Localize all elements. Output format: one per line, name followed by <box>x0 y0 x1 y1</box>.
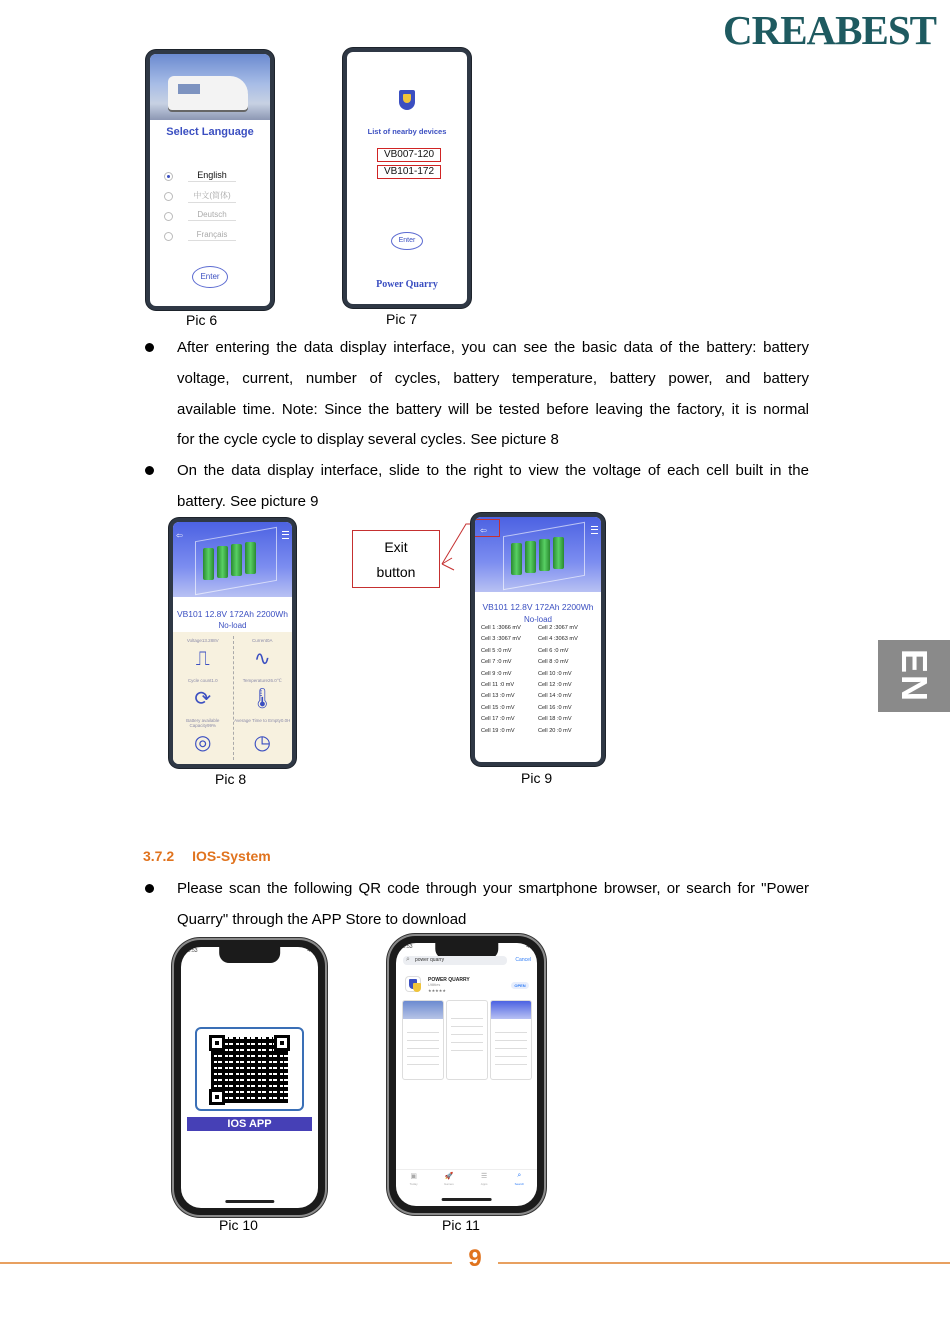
open-button[interactable]: OPEN <box>511 982 529 989</box>
select-language-title: Select Language <box>166 126 254 138</box>
pic9-phone <box>471 513 605 766</box>
cell-row: Cell 13 :0 mV Cell 14 :0 mV <box>481 693 572 700</box>
app-rating: ★★★★★ <box>428 988 446 993</box>
cancel-button[interactable]: Cancel <box>515 957 531 963</box>
load-status: No-load <box>523 615 552 624</box>
pic11-phone <box>389 936 544 1213</box>
app-name: POWER QUARRY <box>428 977 470 983</box>
app-store-search-input[interactable]: ⌕ power quarry <box>403 956 507 965</box>
exit-icon[interactable]: ⇦ <box>176 531 183 540</box>
cycle-count-label: Cycle count1.0 <box>187 678 218 683</box>
pic7-screen <box>347 52 467 304</box>
cell-row: Cell 3 :3067 mV Cell 4 :3063 mV <box>481 636 578 643</box>
pic6-phone <box>146 50 274 310</box>
radio-selected-icon <box>164 172 173 181</box>
cell-row: Cell 15 :0 mV Cell 16 :0 mV <box>481 704 572 711</box>
cycle-icon: ⟳ <box>194 688 212 710</box>
paragraph-ios-download: Please scan the following QR code through your smartphone browser, or search for "Power Quarry" through the APP Store to download <box>177 880 809 928</box>
pic8-screen <box>173 522 292 764</box>
brand-logo: CREABEST <box>722 7 936 53</box>
time-to-empty-label: Average Time to Empty0.0H <box>234 718 291 723</box>
gauge-icon: ◎ <box>194 732 212 754</box>
pic8-phone <box>169 518 296 768</box>
exit-icon[interactable]: ⇦ <box>480 526 487 535</box>
cell-row: Cell 7 :0 mV Cell 8 :0 mV <box>481 659 569 666</box>
radio-icon <box>164 232 173 241</box>
status-bar: 10:53 4G <box>185 948 314 954</box>
status-bar: 10:53 4G <box>400 944 533 950</box>
pic7-phone <box>343 48 471 308</box>
load-status: No-load <box>218 621 247 630</box>
shield-logo-icon <box>399 90 415 110</box>
app-screenshot-thumb[interactable] <box>490 1000 532 1080</box>
pic9-screen <box>475 517 601 762</box>
tab-today[interactable]: ▣ Today <box>409 1173 418 1186</box>
thermometer-icon: 🌡 <box>249 688 275 710</box>
pic10-caption: Pic 10 <box>219 1217 258 1233</box>
app-screenshot-thumb[interactable] <box>446 1000 488 1080</box>
section-heading <box>143 848 289 864</box>
device-item-vb007[interactable]: VB007-120 <box>377 148 441 162</box>
power-quarry-wordmark: Power Quarry <box>376 279 438 290</box>
app-category: Utilities <box>428 983 441 987</box>
cell-row: Cell 1 :3066 mV Cell 2 :3067 mV <box>481 625 578 631</box>
pic8-caption: Pic 8 <box>215 771 247 787</box>
nearby-devices-title: List of nearby devices <box>367 127 447 136</box>
pic6-caption: Pic 6 <box>186 312 218 328</box>
battery-spec: VB101 12.8V 172Ah 2200Wh <box>176 609 289 619</box>
temperature-label: Temperature26.0℃ <box>242 678 282 683</box>
ios-app-banner: IOS APP <box>187 1117 312 1131</box>
enter-button[interactable]: Enter <box>192 266 228 288</box>
pic10-phone <box>174 940 325 1215</box>
language-option-francais[interactable]: Français <box>164 230 256 244</box>
exit-highlight-box <box>475 519 500 537</box>
language-side-tab-label: EN <box>894 648 935 704</box>
cell-row: Cell 19 :0 mV Cell 20 :0 mV <box>481 727 572 734</box>
app-screenshot-thumb[interactable] <box>402 1000 444 1080</box>
radio-icon <box>164 212 173 221</box>
battery-data-panel <box>173 632 292 764</box>
pic11-screen <box>396 943 537 1206</box>
pic6-screen <box>150 54 270 306</box>
clock-icon: ◷ <box>253 732 271 754</box>
tab-apps[interactable]: ☰ Apps <box>480 1173 488 1186</box>
radio-icon <box>164 192 173 201</box>
bullet-icon <box>145 884 154 893</box>
bullet-icon <box>145 343 154 352</box>
battery-spec: VB101 12.8V 172Ah 2200Wh <box>482 602 594 612</box>
page-number: 9 <box>468 1245 482 1272</box>
exit-button-callout: Exit button <box>352 530 440 588</box>
capacity-label: Battery available Capacity99% <box>186 718 220 728</box>
paragraph-data-display: After entering the data display interface, you can see the basic data of the battery: battery voltage, current, number of cycles, battery temperature, battery power, and battery available time. Note: Since the battery will be tested before leaving the factory, it is normal for the cycle cycle to display several cycles. See picture 8 <box>177 339 809 449</box>
battery-hero-image <box>173 522 292 597</box>
tab-games[interactable]: 🚀 Games <box>444 1173 454 1186</box>
app-store-tab-bar <box>396 1169 537 1188</box>
language-option-english[interactable]: English <box>164 170 256 184</box>
pic10-screen <box>181 947 318 1208</box>
current-wave-icon: ∿ <box>253 648 271 670</box>
language-option-deutsch[interactable]: Deutsch <box>164 210 256 224</box>
menu-icon[interactable] <box>282 531 289 539</box>
camper-hero-image <box>150 54 270 120</box>
paragraph-slide-right: On the data display interface, slide to the right to view the voltage of each cell built in the battery. See picture 9 <box>177 462 809 510</box>
cell-voltage-list <box>481 625 595 739</box>
cell-row: Cell 9 :0 mV Cell 10 :0 mV <box>481 670 572 677</box>
bullet-icon <box>145 466 154 475</box>
section-number: 3.7.2 <box>143 848 175 864</box>
pic11-caption: Pic 11 <box>442 1217 480 1233</box>
menu-icon[interactable] <box>591 526 598 534</box>
cell-row: Cell 5 :0 mV Cell 6 :0 mV <box>481 647 569 654</box>
app-icon[interactable] <box>406 977 420 991</box>
enter-button[interactable]: Enter <box>391 232 423 250</box>
cell-row: Cell 11 :0 mV Cell 12 :0 mV <box>481 681 572 688</box>
language-option-chinese[interactable]: 中文(简体) <box>164 190 256 204</box>
voltage-label: Voltage13.288V <box>186 638 219 643</box>
tab-search[interactable]: ⌕ Search <box>514 1172 525 1186</box>
language-side-tab <box>878 640 950 712</box>
pic9-caption: Pic 9 <box>521 770 553 786</box>
device-item-vb101[interactable]: VB101-172 <box>377 165 441 179</box>
pic7-caption: Pic 7 <box>386 311 418 327</box>
qr-code-frame <box>195 1027 304 1111</box>
voltage-icon: ⎍ <box>195 648 210 670</box>
section-title: IOS-System <box>192 848 271 864</box>
current-label: Current0A <box>251 638 273 643</box>
cell-row: Cell 17 :0 mV Cell 18 :0 mV <box>481 716 572 723</box>
